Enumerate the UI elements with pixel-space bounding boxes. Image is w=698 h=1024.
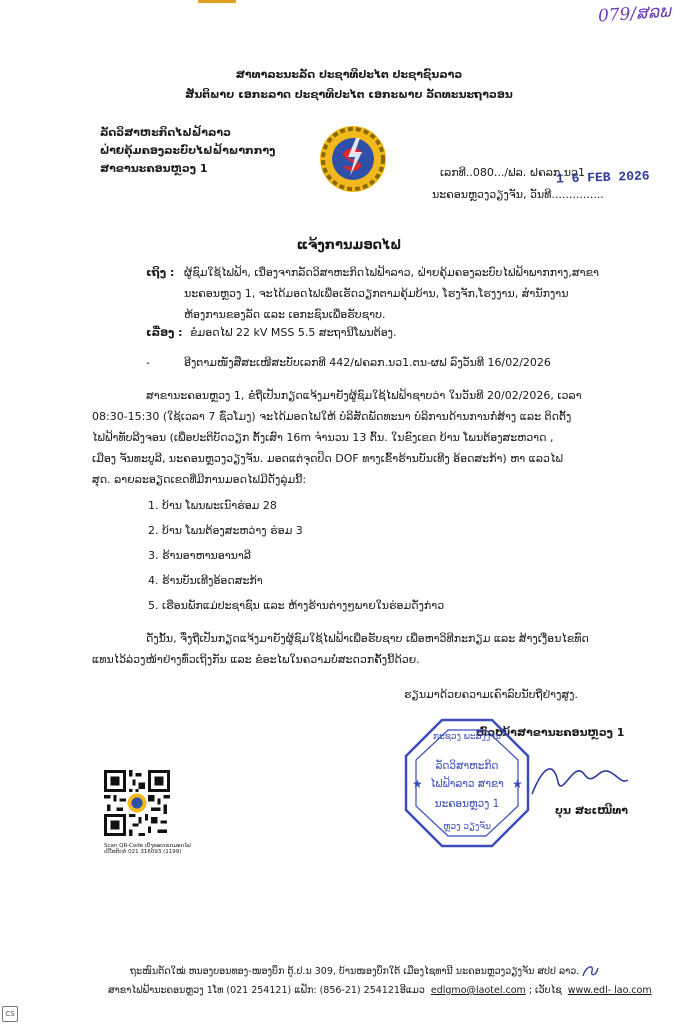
reference-text: ອີງຕາມໜັງສືສະເໜີສະບັບເລກທີ 442/ຝຄລກ.ນວ1.ຕນ-ຜຟ ລົງວັນທີ 16/02/2026	[184, 356, 551, 369]
closing-paragraph-line2: ແທນໄວ້ລ່ວງໜ້າຢ່າງທົ່ວເຖິງກັນ ແລະ ຂໍອະໄພໃນຄວາມບໍ່ສະດວກຄັ້ງນີ້ດ້ວຍ.	[92, 653, 420, 666]
stamp-line2: ໄຟຟ້າລາວ ສາຂາ	[430, 778, 504, 790]
announcement-paragraph	[92, 385, 692, 490]
edl-logo	[318, 124, 388, 194]
reference-bullet: -	[146, 356, 150, 369]
national-header-line2: ສັນຕິພາບ ເອກະລາດ ປະຊາທິປະໄຕ ເອກະພາບ ວັດທະນະຖາວອນ	[185, 88, 513, 101]
national-header-line1: ສາທາລະນະລັດ ປະຊາທິປະໄຕ ປະຊາຊົນລາວ	[235, 68, 463, 81]
signer-title: ຫົວໜ້າສາຂານະຄອນຫຼວງ 1	[476, 726, 625, 739]
footer-contact	[108, 985, 652, 996]
received-date-stamp: 1 6 FEB 2026	[555, 168, 650, 187]
paragraph-line: ສຸດ. ລາຍລະອຽດເຂດທີ່ມີການມອດໄຟມີດັ່ງລຸ່ມນີ້:	[92, 473, 307, 486]
footer-website[interactable]: www.edl- lao.com	[567, 985, 652, 996]
org-line1: ລັດວິສາຫະກິດໄຟຟ້າລາວ	[100, 126, 231, 139]
qr-code[interactable]	[104, 770, 191, 862]
closing-paragraph	[92, 628, 692, 670]
stamp-bottom-text: ຫຼວງ ວຽງຈັນ	[443, 822, 491, 832]
qr-caption-1: Scan QR-Code ເບິ່ງຂອບເຂດມອດໄຟ	[104, 843, 191, 849]
to-text-line1: ຜູ້ຊົມໃຊ້ໄຟຟ້າ, ເນື່ອງຈາກລັດວິສາຫະກິດໄຟຟ້າລາວ, ຝ່າຍຄຸ້ມຄອງລະບົບໄຟຟ້າພາກກາງ,ສາຂາ	[184, 266, 599, 279]
org-line3: ສາຂານະຄອນຫຼວງ 1	[100, 162, 208, 175]
footer-address: ຖະໜົນຕັດໃໝ່ ຫນອງບອນທອງ-ໜອງບຶກ ຕູ້.ປ.ນ 309, ບ້ານໜອງບຶກໃຕ້ ເມືອງໄຊທານີ ນະຄອນຫຼວງວຽງຈັນ ສປປ ລາວ.	[130, 966, 580, 977]
closing-paragraph-line1: ດັ່ງນັ້ນ, ຈຶ່ງຖືເປັນກຽດແຈ້ງມາຍັງຜູ້ຊົມໃຊ້ໄຟຟ້າເພື່ອຮັບຊາບ ເພື່ອຫາວິທີກະກຽມ ແລະ ສ້າງເງື່ອນໄຂທົດ	[146, 632, 589, 645]
to-text-line2: ນະຄອນຫຼວງ 1, ຈະໄດ້ມອດໄຟເພື່ອເຮັດວຽກຕາມຄຸ້ມບ້ານ, ໂຮງຈັກ,ໂຮງງານ, ສຳນັກງານ	[184, 287, 569, 300]
footer-phone-fax: ສາຂາໄຟຟ້ານະຄອນຫຼວງ 1ໂທ (021 254121) ແຟັກ: (856-21) 254121ອີແມວ	[108, 985, 425, 996]
list-item: 4. ຮ້ານບັນເທີງອ້ອດສະກ້າ	[148, 574, 263, 587]
footer-web-label: ; ເວັບໄຊ	[528, 985, 562, 996]
document-title: ແຈ້ງການມອດໄຟ	[296, 238, 402, 253]
footer-email[interactable]: edlgmo@laotel.com	[430, 985, 526, 996]
list-item: 5. ເຮືອນພັກແມ່ປະຊາຊົນ ແລະ ຫ້າງຮ້ານຕ່າງໆພາຍໃນຮ່ອມດັ່ງກ່າວ	[148, 599, 445, 612]
handwritten-reference: 079/ສລພ	[597, 1, 672, 27]
to-text	[184, 262, 684, 325]
reference-number: ເລກທີ..080.../ຟລ. ຝຄລກ.ນວ1	[440, 166, 585, 179]
place-and-date: ນະຄອນຫຼວງວຽງຈັນ, ວັນທີ...............	[432, 188, 604, 201]
camscanner-mark-text: CS	[5, 1010, 15, 1018]
signature	[524, 754, 634, 804]
stamp-top-text: ກະຊວງ ພະລັງງານ	[433, 732, 501, 742]
subject-label: ເລື່ອງ :	[146, 326, 183, 339]
svg-text:★: ★	[512, 777, 523, 791]
stamp-line1: ລັດວິສາຫະກິດ	[435, 760, 499, 772]
paragraph-line: ສາຂານະຄອນຫຼວງ 1, ຂໍຖືເປັນກຽດແຈ້ງມາຍັງຜູ້ຊົມໃຊ້ໄຟຟ້າຊາບວ່າ ໃນວັນທີ 20/02/2026, ເວລາ	[146, 389, 582, 402]
subject-text: ຂໍມອດໄຟ 22 kV MSS 5.5 ສະຖານີໂພນຕ້ອງ.	[190, 326, 397, 339]
outage-area-list	[148, 493, 444, 618]
qr-caption-2: ເບີໂທຕິດຕໍ່ 021 316093 (1199)	[104, 849, 182, 855]
closing-salutation: ຮຽນມາດ້ວຍຄວາມເຄົາລົບນັບຖືຢ່າງສູງ.	[404, 688, 578, 701]
list-item: 3. ຮ້ານອາຫານອານາລີ	[148, 549, 251, 562]
camscanner-mark	[2, 1006, 18, 1022]
signer-name: ບຸນ ສະເໜີທາ	[555, 804, 628, 817]
paragraph-line: ໄຟຟ້າທັບລີງຈອນ (ເພື່ອປະຕິບັດວຽກ ຕັ້ງເສົາ 16m ຈຳນວນ 13 ຕົ້ນ. ໃນຂົງເຂດ ບ້ານ ໂພນຕ້ອງສະຫວາດ ,	[92, 431, 554, 444]
footer-initial-scribble	[580, 962, 600, 984]
list-item: 2. ບ້ານ ໂພນຕ້ອງສະຫວ່າງ ຮ່ອມ 3	[148, 524, 303, 537]
top-edge-mark	[198, 0, 236, 3]
to-label: ເຖິງ :	[146, 266, 175, 279]
stamp-line3: ນະຄອນຫຼວງ 1	[434, 798, 500, 810]
org-line2: ຝ່າຍຄຸ້ມຄອງລະບົບໄຟຟ້າພາກກາງ	[100, 144, 276, 157]
official-stamp	[402, 716, 532, 850]
list-item: 1. ບ້ານ ໂພນພະເນົາຮ່ອມ 28	[148, 499, 277, 512]
paragraph-line: 08:30-15:30 (ໃຊ້ເວລາ 7 ຊົ່ວໂມງ) ຈະໄດ້ມອດໄຟໃຫ້ ບໍລິສັດພັດທະນາ ບໍລິການດ້ານການກໍ່ສ້າງ ແລະ ຕິດຕັ້ງ	[92, 410, 572, 423]
svg-text:★: ★	[412, 777, 423, 791]
to-text-line3: ຫ້ອງການຂອງລັດ ແລະ ເອກະຊົນເພື່ອຮັບຊາບ.	[184, 308, 386, 321]
paragraph-line: ເມືອງ ຈັນທະບູລີ, ນະຄອນຫຼວງວຽງຈັນ. ມອດແຕ່ຈຸດປິດ DOF ທາງເຂົ້າຮ້ານບັນເທີງ ອ້ອດສະກ້າ) ຫາ ແລວໄຟ	[92, 452, 563, 465]
organization-block	[100, 124, 275, 178]
